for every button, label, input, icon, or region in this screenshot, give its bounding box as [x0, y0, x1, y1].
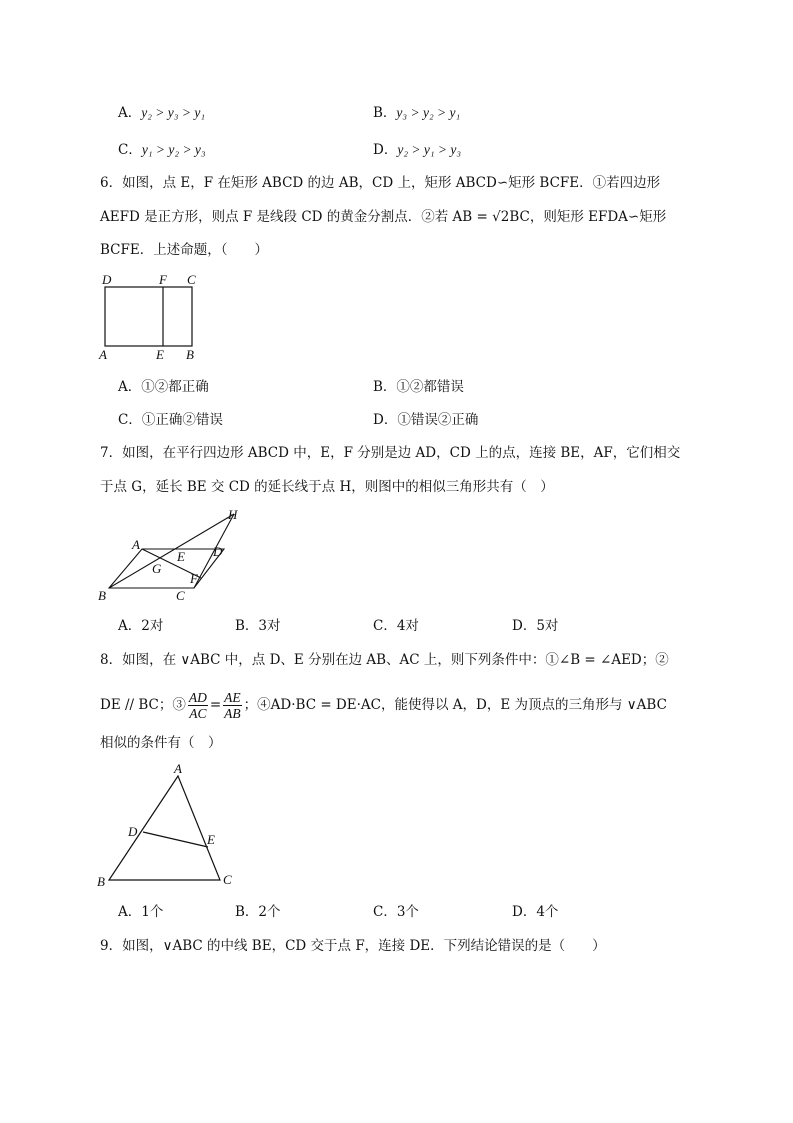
q8-option-d-label: D．	[512, 904, 537, 920]
q8-option-b-text: 2个	[258, 904, 281, 920]
q8-label-a: A	[174, 762, 182, 776]
q5-option-a-label: A．	[118, 105, 142, 121]
q8-equals-sign: =	[209, 697, 222, 713]
q6-rect-abcd	[105, 287, 192, 346]
q7-option-b[interactable]	[235, 617, 281, 635]
q8-label-e: E	[207, 832, 215, 847]
q7-option-c[interactable]	[373, 617, 419, 635]
q8-option-b[interactable]	[235, 903, 281, 921]
q7-label-f: F	[190, 571, 198, 586]
q6-figure	[95, 270, 215, 369]
q6-label-c: C	[187, 272, 196, 287]
q5-option-a-text: y₂ > y₃ > y₁	[141, 105, 206, 120]
q6-option-a-text: ①②都正确	[141, 379, 209, 395]
q7-option-d-label: D．	[512, 618, 537, 634]
q8-option-c-label: C．	[373, 904, 397, 920]
q8-stem-line-2-start: DE // BC；③	[100, 697, 186, 713]
q7-stem-line-2: 于点 G，延长 BE 交 CD 的延长线于点 H，则图中的相似三角形共有（ ）	[100, 479, 554, 495]
q8-stem-line-3: 相似的条件有（ ）	[100, 735, 222, 751]
q8-option-c[interactable]	[373, 903, 419, 921]
q6-option-c[interactable]	[118, 411, 223, 429]
q6-stem-line-1: 6．如图，点 E，F 在矩形 ABCD 的边 AB，CD 上，矩形 ABCD∽矩形 BCFE．①若四边形	[100, 175, 661, 191]
q7-option-c-text: 4对	[396, 618, 419, 634]
q5-option-b[interactable]	[373, 104, 460, 122]
q6-option-b[interactable]	[373, 378, 464, 396]
q8-segment-de	[143, 832, 208, 847]
q5-option-d-text: y₂ > y₁ > y₃	[397, 142, 462, 157]
q7-option-a[interactable]	[118, 617, 163, 635]
q6-label-b: B	[186, 347, 194, 362]
q7-option-c-label: C．	[373, 618, 397, 634]
q6-option-a-label: A．	[118, 379, 142, 395]
q9-stem-line-1: 9．如图，∨ABC 的中线 BE，CD 交于点 F，连接 DE．下列结论错误的是（ ）	[100, 938, 606, 954]
q8-option-b-label: B．	[235, 904, 259, 920]
q6-option-b-label: B．	[373, 379, 397, 395]
q8-option-d[interactable]	[512, 903, 558, 921]
q7-label-h: H	[228, 507, 238, 522]
q5-option-c-label: C．	[118, 142, 142, 158]
q8-label-d: D	[128, 824, 138, 839]
q7-option-b-text: 3对	[258, 618, 281, 634]
q7-option-d-text: 5对	[536, 618, 559, 634]
q8-fraction-ad-ac	[188, 690, 208, 721]
q7-option-a-text: 2对	[141, 618, 164, 634]
q6-label-e: E	[156, 347, 164, 362]
q6-label-d: D	[102, 272, 112, 287]
q8-triangle-abc	[109, 776, 220, 880]
q8-stem-line-2	[100, 690, 667, 721]
q8-option-d-text: 4个	[536, 904, 559, 920]
q6-option-a[interactable]	[118, 378, 209, 396]
q7-option-d[interactable]	[512, 617, 558, 635]
q8-stem-line-1: 8．如图，在 ∨ABC 中，点 D、E 分别在边 AB、AC 上，则下列条件中：①∠B = ∠AED；②	[100, 652, 669, 668]
q8-option-a-label: A．	[118, 904, 142, 920]
q6-label-f: F	[159, 272, 167, 287]
q8-option-c-text: 3个	[396, 904, 419, 920]
q8-fraction-ae-ab	[223, 690, 242, 721]
q6-stem-line-2: AEFD 是正方形，则点 F 是线段 CD 的黄金分割点．②若 AB = √2BC，则矩形 EFDA∽矩形	[100, 209, 667, 225]
q6-option-d[interactable]	[373, 411, 478, 429]
q6-option-b-text: ①②都错误	[396, 379, 464, 395]
q6-option-d-label: D．	[373, 412, 398, 428]
q8-option-a-text: 1个	[141, 904, 164, 920]
q8-fraction-ad-ac-denominator: AC	[189, 706, 207, 721]
q6-option-c-text: ①正确②错误	[141, 412, 223, 428]
q5-option-c[interactable]	[118, 141, 206, 159]
q8-fraction-ae-ab-denominator: AB	[224, 706, 241, 721]
q5-option-d[interactable]	[373, 141, 461, 159]
q8-fraction-ad-ac-numerator: AD	[188, 690, 207, 705]
q7-label-g: G	[152, 561, 162, 576]
q5-option-b-text: y₃ > y₂ > y₁	[396, 105, 461, 120]
q8-stem-line-2-end: ；④AD·BC = DE·AC，能使得以 A，D，E 为顶点的三角形与 ∨ABC	[243, 697, 667, 713]
q7-figure	[92, 505, 252, 609]
q7-label-c: C	[176, 588, 185, 603]
q6-option-d-text: ①错误②正确	[397, 412, 479, 428]
q8-figure	[92, 762, 242, 896]
q5-option-a[interactable]	[118, 104, 205, 122]
q7-label-a: A	[132, 537, 140, 552]
q7-label-e: E	[177, 549, 185, 564]
q8-fraction-ae-ab-numerator: AE	[224, 690, 241, 705]
q7-label-b: B	[98, 588, 106, 603]
q6-option-c-label: C．	[118, 412, 142, 428]
q6-label-a: A	[99, 347, 107, 362]
q8-label-b: B	[97, 874, 105, 889]
q8-option-a[interactable]	[118, 903, 163, 921]
q5-option-d-label: D．	[373, 142, 398, 158]
q7-option-a-label: A．	[118, 618, 142, 634]
q7-stem-line-1: 7．如图，在平行四边形 ABCD 中，E，F 分别是边 AD，CD 上的点，连接 BE，AF，它们相交	[100, 445, 681, 461]
q7-parallelogram-abcd	[109, 549, 224, 588]
q5-option-c-text: y₁ > y₂ > y₃	[141, 142, 206, 157]
q7-option-b-label: B．	[235, 618, 259, 634]
q5-option-b-label: B．	[373, 105, 397, 121]
q6-stem-line-3: BCFE．上述命题，（ ）	[100, 242, 268, 258]
q7-label-d: D	[213, 544, 223, 559]
q8-label-c: C	[223, 872, 232, 887]
